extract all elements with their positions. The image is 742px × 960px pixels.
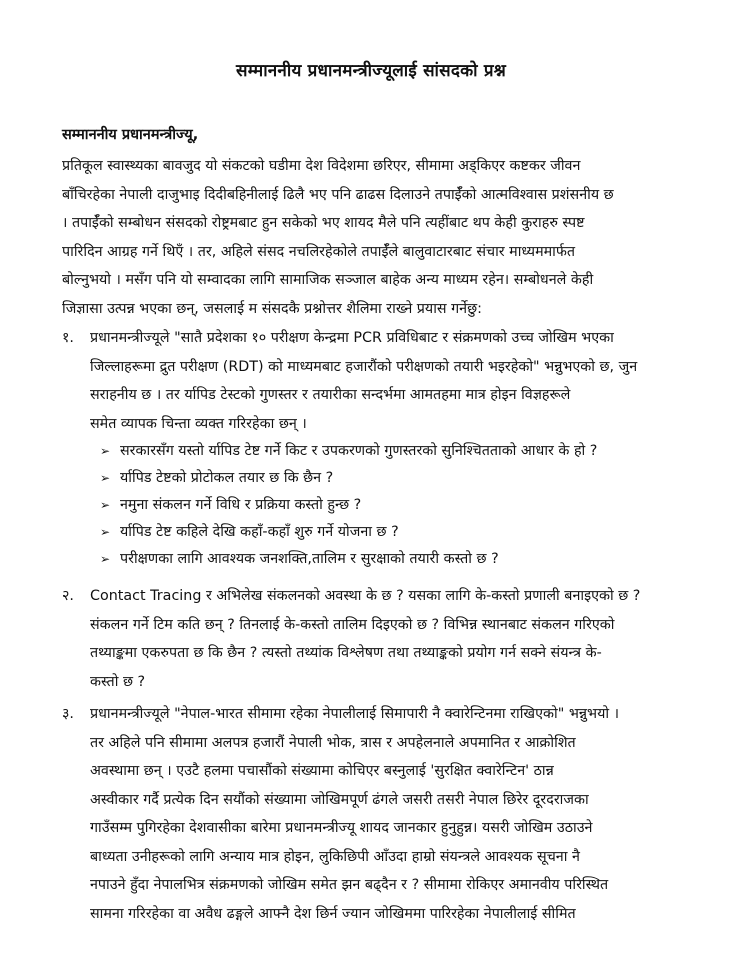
bullet-text: सरकारसँग यस्तो र्यापिड टेष्ट गर्ने किट र उपकरणको गुणस्तरको सुनिश्चितताको आधार के हो ? bbox=[120, 443, 598, 459]
question-1 bbox=[62, 324, 692, 438]
arrow-bullet-icon: ➢ bbox=[100, 444, 111, 458]
question-3 bbox=[62, 700, 692, 928]
bullet-text: परीक्षणका लागि आवश्यक जनशक्ति,तालिम र सुरक्षाको तयारी कस्तो छ ? bbox=[120, 551, 499, 567]
bullet-text: र्यापिड टेष्टको प्रोटोकल तयार छ कि छैन ? bbox=[120, 470, 334, 486]
arrow-bullet-icon: ➢ bbox=[100, 552, 111, 566]
question-number: १. bbox=[62, 330, 74, 346]
question-line: जिल्लाहरूमा द्रुत परीक्षण (RDT) को माध्यमबाट हजारौंको परीक्षणको तयारी भइरहेको" भन्नुभएको छ, जुन bbox=[90, 358, 638, 375]
intro-line: । तपाईँको सम्बोधन संसदको रोष्ट्रमबाट हुन सकेको भए शायद मैले पनि त्यहींबाट थप केही कुराहरु स्पष्ट bbox=[62, 215, 585, 231]
intro-line: पारिदिन आग्रह गर्ने थिएँ । तर, अहिले संसद नचलिरहेकोले तपाईँले बालुवाटारबाट संचार माध्यममार्फत bbox=[62, 243, 576, 260]
question-text bbox=[90, 582, 692, 696]
question-line: संकलन गर्ने टिम कति छन् ? तिनलाई के-कस्तो तालिम दिइएको छ ? विभिन्न स्थानबाट संकलन गरिएको bbox=[90, 616, 615, 633]
list-item bbox=[100, 519, 700, 546]
list-item bbox=[100, 492, 700, 519]
question-number: २. bbox=[62, 588, 74, 604]
question-line: अस्वीकार गर्दै प्रत्येक दिन सयौंको संख्यामा जोखिमपूर्ण ढंगले जसरी तसरी नेपाल छिरेर दूरदराजका bbox=[90, 791, 589, 808]
question-line: समेत व्यापक चिन्ता व्यक्त गरिरहेका छन् । bbox=[90, 415, 307, 432]
intro-paragraph bbox=[62, 152, 688, 323]
question-line: प्रधानमन्त्रीज्यूले "सातै प्रदेशका १० परीक्षण केन्द्रमा PCR प्रविधिबाट र संक्रमणको उच्च जोखिम भएका bbox=[90, 330, 614, 346]
question-line: सामना गरिरहेका वा अवैध ढङ्गले आफ्नै देश छिर्न ज्यान जोखिममा पारिरहेका नेपालीलाई सीमित bbox=[90, 905, 576, 922]
document-title: सम्माननीय प्रधानमन्त्रीज्यूलाई सांसदको प्रश्न bbox=[236, 61, 506, 81]
arrow-bullet-icon: ➢ bbox=[100, 471, 111, 485]
arrow-bullet-icon: ➢ bbox=[100, 498, 111, 512]
question-line: बाध्यता उनीहरूको लागि अन्याय मात्र होइन, लुकिछिपी आँउदा हाम्रो संयन्त्रले आवश्यक सूचना नै bbox=[90, 848, 580, 865]
question-number: ३. bbox=[62, 706, 74, 722]
question-line: तर अहिले पनि सीमामा अलपत्र हजारौं नेपाली भोक, त्रास र अपहेलनाले अपमानित र आक्रोशित bbox=[90, 734, 576, 751]
intro-line: प्रतिकूल स्वास्थ्यका बावजुद यो संकटको घडीमा देश विदेशमा छरिएर, सीमामा अड्किएर कष्टकर जीवन bbox=[62, 158, 581, 174]
question-1-bullet-list bbox=[100, 438, 700, 573]
intro-line: जिज्ञासा उत्पन्न भएका छन्, जसलाई म संसदकै प्रश्नोत्तर शैलिमा राख्ने प्रयास गर्नेछु: bbox=[62, 300, 482, 317]
list-item bbox=[100, 465, 700, 492]
question-line: गाउँसम्म पुगिरहेका देशवासीका बारेमा प्रधानमन्त्रीज्यू शायद जानकार हुनुहुन्न। यसरी जोखिम उठाउने bbox=[90, 820, 593, 836]
question-line: प्रधानमन्त्रीज्यूले "नेपाल-भारत सीमामा रहेका नेपालीलाई सिमापारी नै क्वारेन्टिनमा राखिएको" भन्नुभयो । bbox=[90, 706, 620, 722]
question-line: सराहनीय छ । तर र्यापिड टेस्टको गुणस्तर र तयारीका सन्दर्भमा आमतहमा मात्र होइन विज्ञहरूले bbox=[90, 387, 571, 403]
question-line: नपाउने हुँदा नेपालभित्र संक्रमणको जोखिम समेत झन बढ्दैन र ? सीमामा रोकिएर अमानवीय परिस्थित bbox=[90, 877, 609, 893]
question-text bbox=[90, 324, 692, 438]
arrow-bullet-icon: ➢ bbox=[100, 525, 111, 539]
intro-line: बोल्नुभयो । मसँग पनि यो सम्वादका लागि सामाजिक सञ्जाल बाहेक अन्य माध्यम रहेन। सम्बोधनले केही bbox=[62, 272, 594, 288]
list-item bbox=[100, 438, 700, 465]
list-item bbox=[100, 546, 700, 573]
question-line: तथ्याङ्कमा एकरुपता छ कि छैन ? त्यस्तो तथ्यांक विश्लेषण तथा तथ्याङ्कको प्रयोग गर्न सक्ने संयन्त्र के- bbox=[90, 645, 602, 661]
bullet-text: र्यापिड टेष्ट कहिले देखि कहाँ-कहाँ शुरु गर्ने योजना छ ? bbox=[120, 524, 399, 540]
question-line: अवस्थामा छन् । एउटै हलमा पचासौंको संख्यामा कोचिएर बस्नुलाई 'सुरक्षित क्वारेन्टिन' ठान्न bbox=[90, 763, 554, 779]
question-text bbox=[90, 700, 692, 928]
question-line: Contact Tracing र अभिलेख संकलनको अवस्था के छ ? यसका लागि के-कस्तो प्रणाली बनाइएको छ ? bbox=[90, 588, 641, 604]
question-2 bbox=[62, 582, 692, 696]
intro-line: बाँचिरहेका नेपाली दाजुभाइ दिदीबहिनीलाई ढिलै भए पनि ढाढस दिलाउने तपाईँको आत्मविश्वास प्रशंसनीय छ bbox=[62, 186, 614, 203]
question-line: कस्तो छ ? bbox=[90, 673, 146, 690]
salutation: सम्माननीय प्रधानमन्त्रीज्यू, bbox=[62, 127, 199, 143]
bullet-text: नमुना संकलन गर्ने विधि र प्रक्रिया कस्तो हुन्छ ? bbox=[120, 497, 362, 513]
